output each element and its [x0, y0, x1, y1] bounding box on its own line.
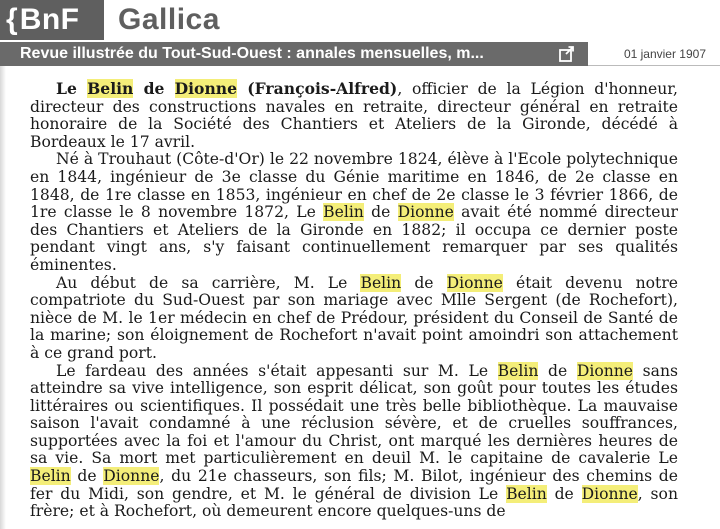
search-highlight: Dionne: [103, 467, 160, 486]
document-bar: [0, 42, 720, 66]
document-page: [0, 66, 720, 529]
search-highlight: Belin: [87, 79, 134, 98]
text-segment: de: [133, 79, 175, 98]
logo-bracket: {: [6, 3, 18, 36]
text-segment: Au début de sa carrière, M. Le: [56, 273, 361, 292]
text-segment: de: [401, 273, 447, 292]
text-segment: (François-Alfred): [237, 79, 398, 98]
share-button[interactable]: [553, 42, 581, 66]
document-date: 01 janvier 1907: [623, 47, 706, 61]
bnf-logo[interactable]: [0, 0, 104, 40]
text-segment: de: [363, 203, 398, 222]
search-highlight: Belin: [497, 361, 539, 380]
search-highlight: Belin: [30, 467, 71, 486]
page-shadow: [0, 66, 6, 529]
text-segment: avait été nommé directeur des Chantiers et Ateliers de la Gironde en 1882; il occupa ce dernier poste pendant vingt ans, s'y faisant continuellement remarquer par ses qualités éminentes.: [30, 203, 678, 274]
text-segment: , officier de la Légion d'honneur, directeur des constructions navales en retraite, directeur général en retraite honoraire de la Société des Chantiers et Ateliers de la Gironde, décédé à Bordeaux le 17 avril.: [30, 80, 678, 151]
text-segment: Le: [56, 79, 88, 98]
text-segment: de: [70, 467, 104, 486]
text-segment: sans atteindre sa vive intelligence, son esprit délicat, son goût pour toutes les études littéraires ou scientifiques. Il possédait une très belle bibliothèque. La mauvaise saison l'avait condamné à une réclusion sévère, et de cruelles souffrances, supportées avec la foi et l'amour du Christ, ont marqué les dernières heures de sa vie. Sa mort met particulièrement en deuil M. le capitaine de cavalerie Le: [30, 361, 679, 468]
text-segment: de: [538, 361, 577, 380]
article-paragraph: [30, 275, 678, 363]
text-segment: , du 21e chasseurs, son fils; M. Bilot, ingénieur des chemins de fer du Midi, son gendre, et M. le général de division Le: [30, 467, 678, 503]
site-name[interactable]: Gallica: [118, 3, 220, 36]
share-icon: [558, 45, 576, 63]
text-segment: était devenu notre compatriote du Sud-Ouest par son mariage avec Mlle Sergent (de Rochefort), nièce de M. le 1er médecin en chef de Prédour, président du Conseil de Santé de la marine; son éloignement de Rochefort n'avait point amoindri son attachement à ce grand port.: [30, 273, 679, 362]
date-box: [588, 42, 720, 66]
search-highlight: Dionne: [397, 203, 454, 222]
search-highlight: Belin: [360, 273, 402, 292]
search-highlight: Dionne: [576, 361, 634, 380]
text-segment: Né à Trouhaut (Côte-d'Or) le 22 novembre 1824, élève à l'Ecole polytechnique en 1844, ingénieur de 3e classe du Génie maritime en 1846, de 2e classe en 1848, de 1re classe en 1853, ingénieur en chef de 2e classe le 3 février 1866, de 1re classe le 8 novembre 1872, Le: [30, 150, 678, 222]
search-highlight: Dionne: [446, 273, 503, 292]
top-bar: [0, 0, 720, 40]
text-segment: , son frère; et à Rochefort, où demeurent encore quelques-uns de: [30, 484, 678, 521]
text-segment: Le fardeau des années s'était appesanti sur M. Le: [56, 361, 498, 380]
search-highlight: Dionne: [174, 79, 238, 98]
document-title[interactable]: Revue illustrée du Tout-Sud-Ouest : annales mensuelles, m...: [20, 45, 484, 62]
logo-text: BnF: [19, 3, 80, 36]
article-paragraph: [30, 151, 678, 274]
article-text: [30, 80, 678, 521]
search-highlight: Dionne: [581, 484, 638, 503]
text-segment: de: [546, 484, 582, 503]
article-paragraph: [30, 80, 678, 151]
article-paragraph: [30, 363, 678, 521]
search-highlight: Belin: [323, 203, 364, 222]
search-highlight: Belin: [506, 484, 547, 503]
